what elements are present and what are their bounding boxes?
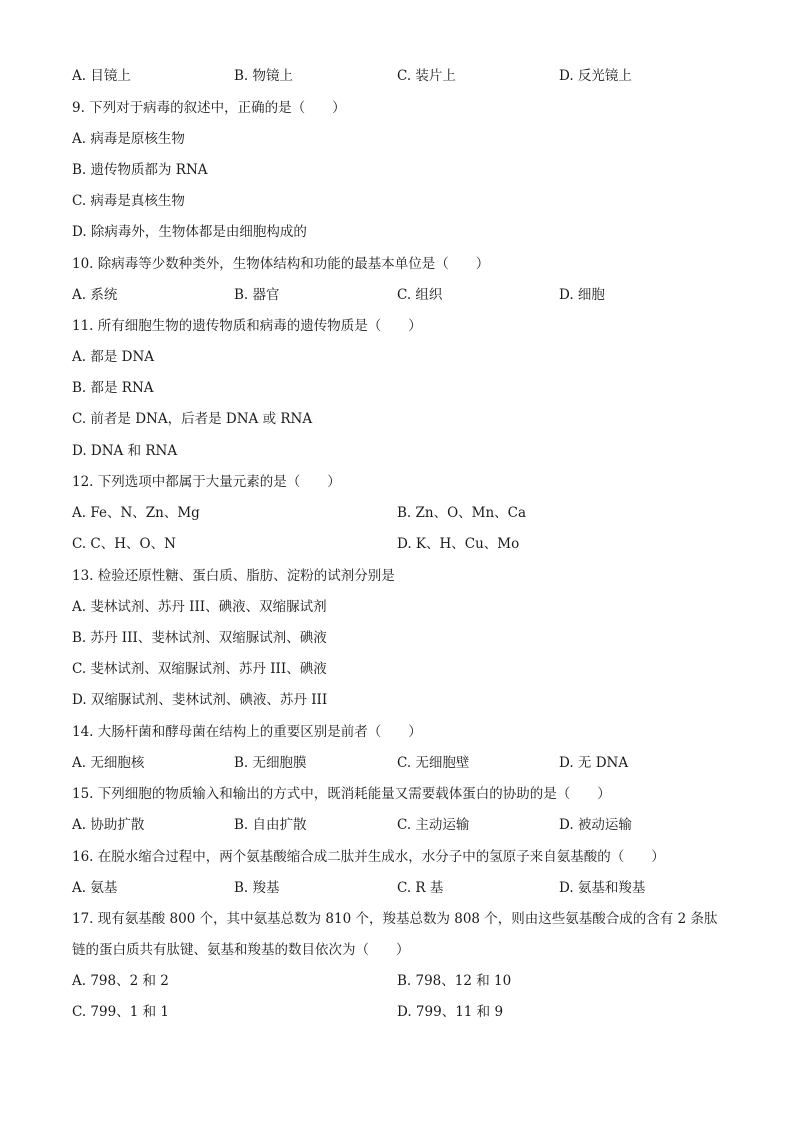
q8-option-b: B. 物镜上 xyxy=(234,68,294,84)
q17-stem-line1: 17. 现有氨基酸 800 个，其中氨基总数为 810 个，羧基总数为 808 个，则由这些氨基酸合成的含有 2 条肽 xyxy=(72,911,718,927)
q16-option-d: D. 氨基和羧基 xyxy=(559,880,646,896)
q15-option-b: B. 自由扩散 xyxy=(234,817,307,833)
q11-option-a: A. 都是 DNA xyxy=(72,349,155,365)
q14-option-a: A. 无细胞核 xyxy=(72,755,145,771)
q17-option-d: D. 799、11 和 9 xyxy=(397,1004,504,1020)
q15-stem: 15. 下列细胞的物质输入和输出的方式中，既消耗能量又需要载体蛋白的协助的是（ ） xyxy=(72,786,611,802)
q15-option-c: C. 主动运输 xyxy=(397,817,470,833)
q16-option-a: A. 氨基 xyxy=(72,880,118,896)
q17-option-b: B. 798、12 和 10 xyxy=(397,973,512,989)
q13-option-d: D. 双缩脲试剂、斐林试剂、碘液、苏丹 III xyxy=(72,692,328,708)
q8-option-a: A. 目镜上 xyxy=(72,68,131,84)
q17-stem-line2: 链的蛋白质共有肽键、氨基和羧基的数目依次为（ ） xyxy=(72,942,410,958)
q17-option-c: C. 799、1 和 1 xyxy=(72,1004,169,1020)
q14-option-d: D. 无 DNA xyxy=(559,755,629,771)
q17-option-a: A. 798、2 和 2 xyxy=(72,973,169,989)
q15-option-d: D. 被动运输 xyxy=(559,817,632,833)
q14-option-b: B. 无细胞膜 xyxy=(234,755,307,771)
q8-option-c: C. 装片上 xyxy=(397,68,456,84)
q9-option-c: C. 病毒是真核生物 xyxy=(72,193,185,209)
q12-option-a: A. Fe、N、Zn、Mg xyxy=(72,505,200,521)
q15-option-a: A. 协助扩散 xyxy=(72,817,145,833)
q11-option-b: B. 都是 RNA xyxy=(72,380,154,396)
q12-option-b: B. Zn、O、Mn、Ca xyxy=(397,505,527,521)
q11-stem: 11. 所有细胞生物的遗传物质和病毒的遗传物质是（ ） xyxy=(72,318,422,334)
q12-stem: 12. 下列选项中都属于大量元素的是（ ） xyxy=(72,474,341,490)
q10-option-b: B. 器官 xyxy=(234,287,280,303)
q9-option-d: D. 除病毒外，生物体都是由细胞构成的 xyxy=(72,224,307,240)
q16-stem: 16. 在脱水缩合过程中，两个氨基酸缩合成二肽并生成水，水分子中的氢原子来自氨基酸的（ ） xyxy=(72,849,665,865)
q13-option-a: A. 斐林试剂、苏丹 III、碘液、双缩脲试剂 xyxy=(72,599,327,615)
q13-stem: 13. 检验还原性糖、蛋白质、脂肪、淀粉的试剂分别是 xyxy=(72,568,395,584)
q11-option-c: C. 前者是 DNA，后者是 DNA 或 RNA xyxy=(72,411,313,427)
q10-option-c: C. 组织 xyxy=(397,287,443,303)
q10-option-d: D. 细胞 xyxy=(559,287,605,303)
q13-option-c: C. 斐林试剂、双缩脲试剂、苏丹 III、碘液 xyxy=(72,661,327,677)
q11-option-d: D. DNA 和 RNA xyxy=(72,443,178,459)
q8-option-d: D. 反光镜上 xyxy=(559,68,632,84)
q12-option-d: D. K、H、Cu、Mo xyxy=(397,536,520,552)
q12-option-c: C. C、H、O、N xyxy=(72,536,176,552)
q9-option-b: B. 遗传物质都为 RNA xyxy=(72,162,208,178)
q10-option-a: A. 系统 xyxy=(72,287,118,303)
q13-option-b: B. 苏丹 III、斐林试剂、双缩脲试剂、碘液 xyxy=(72,630,327,646)
q14-option-c: C. 无细胞壁 xyxy=(397,755,470,771)
q10-stem: 10. 除病毒等少数种类外，生物体结构和功能的最基本单位是（ ） xyxy=(72,256,490,272)
q16-option-b: B. 羧基 xyxy=(234,880,280,896)
q16-option-c: C. R 基 xyxy=(397,880,444,896)
q9-option-a: A. 病毒是原核生物 xyxy=(72,131,185,147)
q14-stem: 14. 大肠杆菌和酵母菌在结构上的重要区别是前者（ ） xyxy=(72,724,422,740)
q9-stem: 9. 下列对于病毒的叙述中，正确的是（ ） xyxy=(72,100,346,116)
